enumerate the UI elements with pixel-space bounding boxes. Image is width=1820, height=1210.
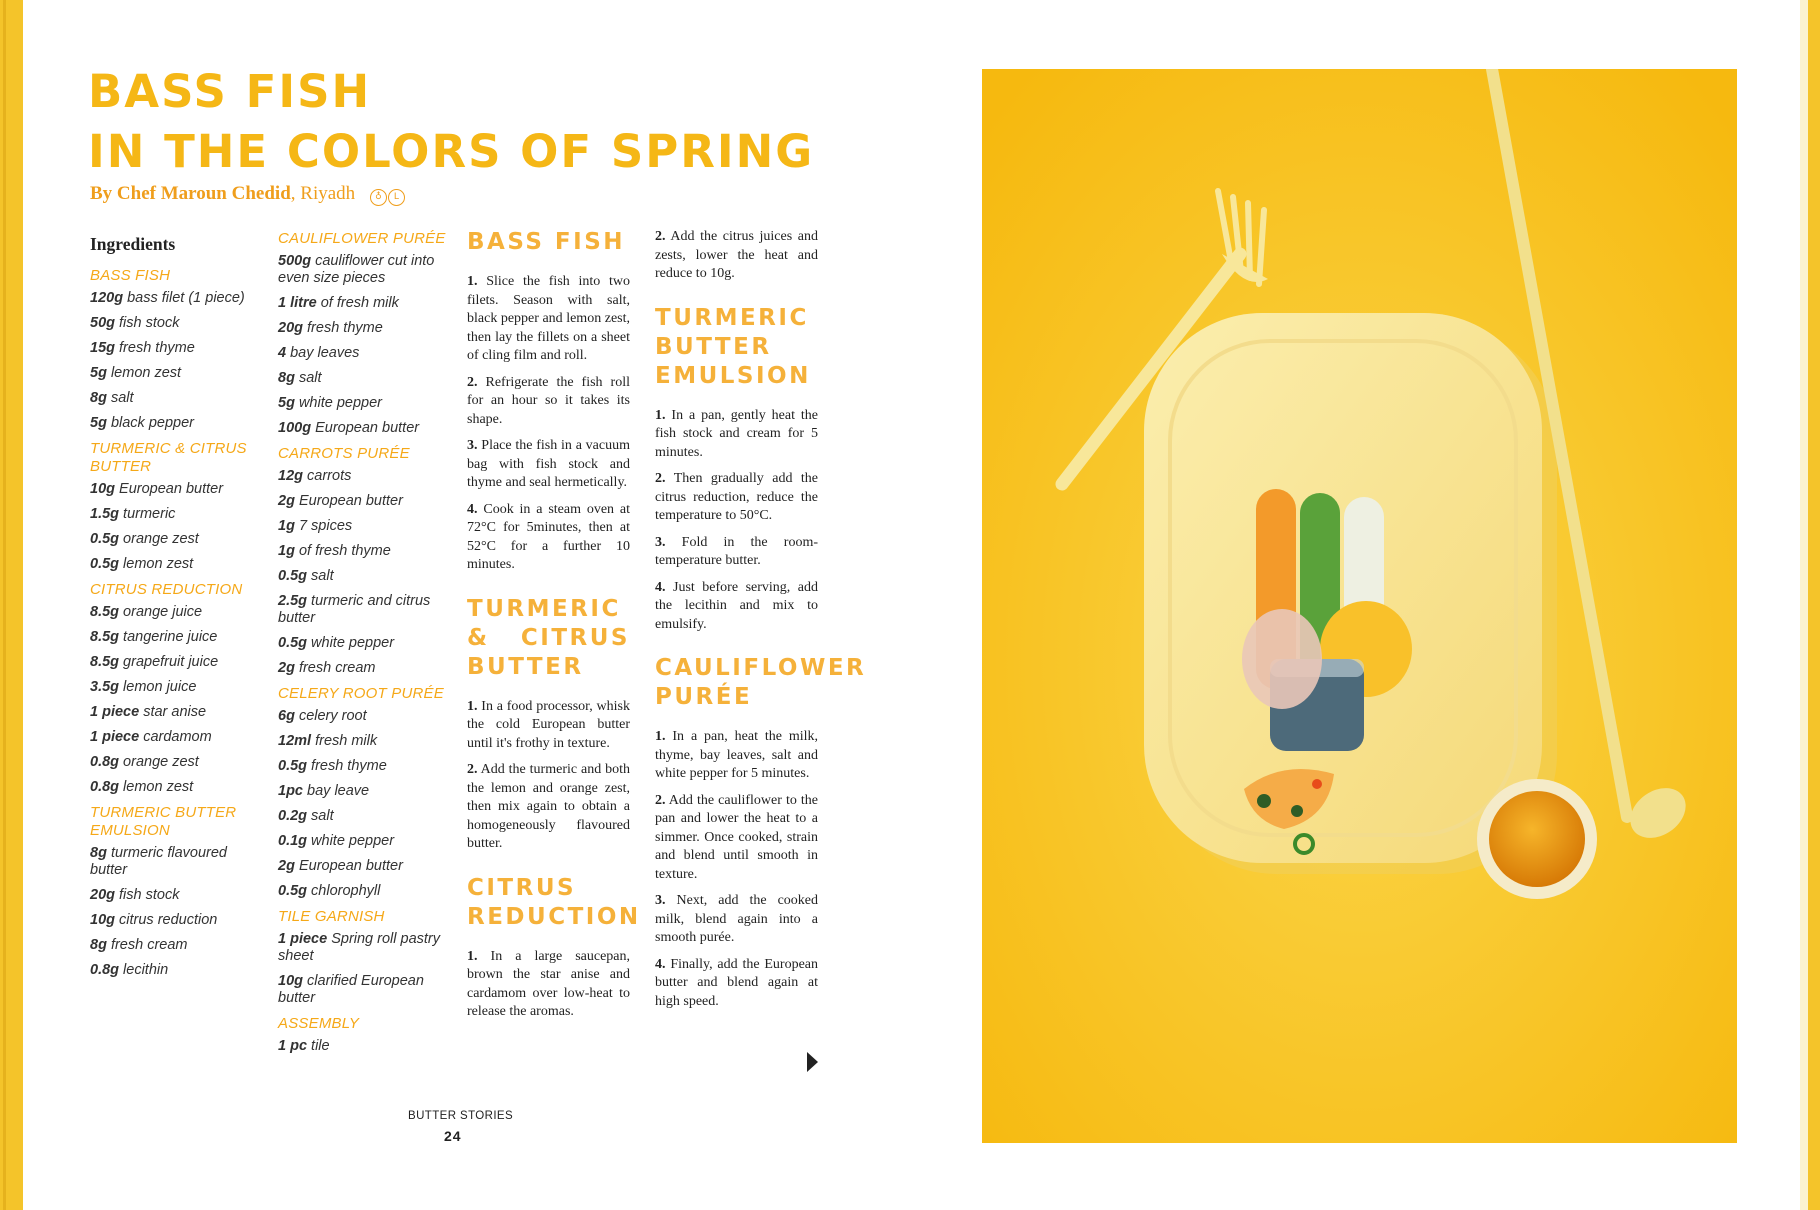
ingredient-name: chlorophyll — [311, 883, 381, 899]
ingredient-item — [278, 593, 450, 627]
ingredient-quantity: 0.8g — [90, 779, 120, 795]
ingredient-item — [90, 629, 260, 646]
ingredient-name: lemon juice — [123, 679, 197, 695]
publication-name: BUTTER STORIES — [408, 1110, 514, 1122]
step-text: Add the citrus juices and zests, lower the heat and reduce to 10g. — [655, 229, 818, 281]
ingredients-heading: Ingredients — [90, 234, 176, 254]
ingredient-name: carrots — [307, 468, 352, 484]
ingredient-name: tangerine juice — [123, 629, 218, 645]
step-number: 4. — [655, 579, 666, 595]
ingredient-quantity: 0.5g — [278, 883, 308, 899]
ingredient-item — [90, 390, 260, 407]
ingredient-name: turmeric and citrus butter — [278, 593, 431, 626]
ingredient-quantity: 8g — [90, 845, 107, 861]
step-number: 2. — [655, 471, 666, 486]
step-number: 1. — [655, 729, 666, 744]
step-text: In a large saucepan, brown the star anise and cardamom over low-heat to release the aromas. — [467, 948, 631, 1019]
ingredient-item — [278, 635, 450, 652]
ingredient-name: orange zest — [123, 754, 199, 770]
ingredient-quantity: 10g — [90, 912, 115, 928]
ingredient-quantity: 8.5g — [90, 654, 120, 670]
title-line-1: BASS FISH — [88, 65, 372, 118]
ingredient-item — [90, 887, 260, 904]
ingredient-name: European butter — [298, 858, 403, 874]
ingredient-name: Spring roll pastry sheet — [278, 931, 440, 964]
method-step — [655, 534, 818, 571]
ingredient-item — [278, 253, 450, 287]
ingredient-name: cauliflower cut into even size pieces — [278, 253, 435, 286]
ingredient-item — [90, 729, 260, 746]
step-text: Add the turmeric and both the lemon and orange zest, then mix again to obtain a homogeneously flavoured butter. — [467, 762, 630, 851]
ingredient-quantity: 2g — [278, 858, 295, 874]
ingredient-name: orange juice — [123, 604, 203, 620]
ingredient-name: salt — [311, 808, 334, 824]
method-section-title: BASS FISH — [467, 229, 626, 255]
method-step — [655, 956, 818, 1012]
ingredient-quantity: 0.5g — [278, 758, 308, 774]
ingredient-name: white pepper — [311, 833, 395, 849]
ingredient-quantity: 100g — [278, 420, 312, 436]
ingredient-quantity: 2g — [278, 493, 295, 509]
step-text: In a food processor, whisk the cold European butter until it's frothy in texture. — [467, 698, 631, 751]
step-number: 3. — [467, 438, 478, 453]
dish-illustration — [982, 69, 1737, 1143]
ingredient-quantity: 1 litre — [278, 295, 317, 311]
ingredient-name: cardamom — [143, 729, 212, 745]
ingredient-item — [90, 506, 260, 523]
ingredient-name: fresh cream — [298, 660, 376, 676]
step-number: 2. — [467, 374, 478, 390]
ingredient-item — [278, 345, 450, 362]
ingredient-quantity: 50g — [90, 315, 115, 331]
ingredient-section-title: TILE GARNISH — [278, 908, 385, 925]
ingredients-column-2 — [278, 228, 450, 1063]
step-number: 1. — [655, 407, 666, 423]
ingredient-name: European butter — [315, 420, 420, 436]
ingredient-name: black pepper — [110, 415, 194, 431]
ingredient-item — [278, 295, 450, 312]
step-text: Finally, add the European butter and blend again at high speed. — [655, 956, 819, 1009]
chef-location: , Riyadh — [290, 183, 356, 204]
ingredient-section-title: TURMERIC & CITRUS BUTTER — [90, 440, 247, 475]
ingredient-item — [278, 733, 450, 750]
ingredient-quantity: 1pc — [278, 783, 303, 799]
ingredient-quantity: 6g — [278, 708, 295, 724]
method-column-1 — [467, 228, 641, 1030]
ingredient-quantity: 20g — [278, 320, 303, 336]
dish-photo — [982, 69, 1737, 1143]
step-text: Just before serving, add the lecithin and mix to emulsify. — [655, 579, 819, 632]
ingredient-item — [90, 654, 260, 671]
ingredient-section-title: TURMERIC BUTTER EMULSION — [90, 804, 237, 839]
ingredient-name: tile — [311, 1038, 330, 1054]
ingredient-name: fish stock — [119, 887, 180, 903]
ingredient-quantity: 0.5g — [90, 531, 120, 547]
ingredient-item — [278, 758, 450, 775]
ingredient-item — [278, 395, 450, 412]
ingredient-name: grapefruit juice — [123, 654, 219, 670]
page-edge-left — [0, 0, 23, 1210]
step-number: 3. — [655, 534, 666, 550]
badges — [370, 183, 406, 206]
ingredient-quantity: 0.5g — [278, 568, 308, 584]
ingredient-item — [278, 370, 450, 387]
ingredient-item — [278, 708, 450, 725]
ingredient-name: bass filet (1 piece) — [127, 290, 245, 306]
step-number: 4. — [655, 956, 666, 972]
step-text: Next, add the cooked milk, blend again into a smooth purée. — [655, 893, 818, 945]
method-section-title: TURMERIC BUTTER EMULSION — [655, 304, 811, 389]
method-column-2 — [655, 228, 867, 1019]
ingredient-item — [278, 518, 450, 535]
chef-name: By Chef Maroun Chedid — [90, 183, 291, 204]
ingredient-item — [278, 931, 450, 965]
ingredient-quantity: 0.8g — [90, 962, 120, 978]
ingredient-quantity: 20g — [90, 887, 115, 903]
method-section-title: TURMERIC & CITRUS BUTTER — [467, 595, 630, 680]
ingredient-quantity: 0.2g — [278, 808, 308, 824]
method-step — [655, 407, 818, 463]
ingredient-item — [90, 556, 260, 573]
ingredient-name: white pepper — [298, 395, 382, 411]
chef-badge-icon: ♁ — [370, 189, 387, 206]
step-text: Slice the fish into two filets. Season with salt, black pepper and lemon zest, then lay the fillets on a sheet of cling film and roll. — [467, 274, 630, 363]
method-step — [467, 501, 630, 575]
method-section-title: CITRUS REDUCTION — [467, 874, 641, 930]
step-text: Fold in the room-temperature butter. — [655, 534, 818, 568]
ingredient-quantity: 1 piece — [278, 931, 328, 947]
method-step — [467, 698, 630, 754]
ingredient-item — [90, 962, 260, 979]
ingredient-name: lemon zest — [123, 779, 194, 795]
plate — [1144, 313, 1542, 863]
ingredient-quantity: 120g — [90, 290, 124, 306]
ingredient-name: turmeric flavoured butter — [90, 845, 227, 878]
ingredient-name: salt — [298, 370, 322, 386]
ingredient-item — [90, 937, 260, 954]
ingredient-name: star anise — [143, 704, 207, 720]
ingredient-quantity: 2.5g — [278, 593, 308, 609]
byline — [90, 183, 406, 206]
ingredient-item — [90, 704, 260, 721]
ingredient-name: white pepper — [311, 635, 395, 651]
ingredient-quantity: 5g — [278, 395, 295, 411]
ingredient-item — [278, 783, 450, 800]
ingredient-name: celery root — [298, 708, 367, 724]
ingredient-item — [278, 660, 450, 677]
ingredient-item — [90, 340, 260, 357]
ingredient-name: fish stock — [119, 315, 180, 331]
ingredient-quantity: 2g — [278, 660, 295, 676]
ingredient-item — [278, 568, 450, 585]
ingredient-item — [90, 365, 260, 382]
ingredient-item — [90, 290, 260, 307]
ingredient-name: fresh thyme — [307, 320, 383, 336]
step-text: Place the fish in a vacuum bag with fish stock and thyme and seal hermetically. — [467, 438, 631, 490]
step-number: 1. — [467, 948, 478, 964]
ingredient-item — [278, 883, 450, 900]
ingredient-item — [278, 833, 450, 850]
step-text: Add the cauliflower to the pan and lower the heat to a simmer. Once cooked, strain and blend until smooth in texture. — [655, 792, 818, 882]
ingredient-quantity: 15g — [90, 340, 115, 356]
ingredient-item — [278, 543, 450, 560]
ingredient-name: salt — [311, 568, 334, 584]
step-number: 2. — [467, 762, 478, 777]
ingredient-item — [90, 315, 260, 332]
next-page-arrow-icon[interactable] — [807, 1052, 818, 1072]
page-number: 24 — [444, 1128, 462, 1144]
ingredient-name: lecithin — [123, 962, 169, 978]
method-step — [655, 579, 818, 635]
method-section-title: CAULIFLOWER PURÉE — [655, 655, 867, 710]
ingredient-quantity: 10g — [278, 973, 303, 989]
ingredient-quantity: 5g — [90, 365, 107, 381]
ingredient-quantity: 8g — [90, 937, 107, 953]
ingredient-name: European butter — [298, 493, 403, 509]
ingredient-quantity: 3.5g — [90, 679, 120, 695]
ingredient-quantity: 1g — [278, 518, 295, 534]
ingredient-item — [90, 679, 260, 696]
ingredient-section-title: CELERY ROOT PURÉE — [278, 685, 444, 702]
ingredient-quantity: 12ml — [278, 733, 312, 749]
ingredient-quantity: 0.5g — [90, 556, 120, 572]
ingredient-quantity: 1.5g — [90, 506, 120, 522]
ingredient-item — [90, 754, 260, 771]
ingredient-name: lemon zest — [123, 556, 194, 572]
ingredient-name: bay leaves — [290, 345, 360, 361]
tile-garnish — [1242, 609, 1322, 709]
ingredient-item — [278, 493, 450, 510]
ingredient-quantity: 4 — [278, 345, 287, 361]
ingredient-section-title: CARROTS PURÉE — [278, 445, 410, 462]
step-number: 3. — [655, 893, 666, 908]
level-badge-icon: L — [388, 189, 405, 206]
recipe-title — [88, 62, 814, 182]
ingredient-item — [90, 531, 260, 548]
ingredient-name: orange zest — [123, 531, 199, 547]
step-text: In a pan, heat the milk, thyme, bay leaves, salt and white pepper for 5 minutes. — [655, 729, 818, 781]
ingredient-quantity: 10g — [90, 481, 115, 497]
ingredient-quantity: 12g — [278, 468, 303, 484]
ingredient-quantity: 1 piece — [90, 704, 140, 720]
step-text: Refrigerate the fish roll for an hour so it takes its shape. — [467, 374, 630, 427]
ingredient-name: citrus reduction — [119, 912, 218, 928]
ingredient-item — [278, 420, 450, 437]
ingredient-quantity: 8.5g — [90, 604, 120, 620]
method-step — [467, 273, 630, 366]
ingredient-item — [90, 912, 260, 929]
step-text: Then gradually add the citrus reduction, reduce the temperature to 50°C. — [655, 471, 819, 523]
step-text: Cook in a steam oven at 72°C for 5minutes, then at 52°C for a further 10 minutes. — [467, 501, 631, 572]
ingredient-name: salt — [110, 390, 134, 406]
step-number: 2. — [655, 792, 666, 808]
ingredient-quantity: 0.5g — [278, 635, 308, 651]
ingredient-quantity: 1g — [278, 543, 295, 559]
method-step — [655, 728, 818, 784]
method-step — [655, 228, 818, 284]
ingredient-item — [90, 845, 260, 879]
method-step — [655, 470, 818, 526]
ingredient-section-title: BASS FISH — [90, 267, 171, 284]
ingredient-quantity: 8g — [278, 370, 295, 386]
ingredient-section-title: CITRUS REDUCTION — [90, 581, 243, 598]
method-step — [467, 761, 630, 854]
ingredient-quantity: 8g — [90, 390, 107, 406]
ingredient-name: lemon zest — [110, 365, 182, 381]
step-number: 1. — [467, 274, 478, 289]
step-number: 2. — [655, 229, 666, 244]
ingredient-name: bay leave — [307, 783, 370, 799]
ingredient-item — [90, 779, 260, 796]
ingredient-name: fresh milk — [315, 733, 378, 749]
page-edge-right — [1808, 0, 1820, 1210]
ingredient-name: clarified European butter — [278, 973, 424, 1006]
ingredient-name: turmeric — [123, 506, 176, 522]
method-step — [655, 792, 818, 885]
ingredient-item — [278, 858, 450, 875]
ingredient-item — [278, 808, 450, 825]
ingredient-item — [278, 320, 450, 337]
method-step — [467, 374, 630, 430]
ingredient-name: fresh cream — [110, 937, 188, 953]
ingredient-name: 7 spices — [298, 518, 353, 534]
ingredient-quantity: 1 piece — [90, 729, 140, 745]
ingredient-quantity: 5g — [90, 415, 107, 431]
ingredient-item — [278, 973, 450, 1007]
ingredient-item — [278, 1038, 450, 1055]
method-step — [655, 892, 818, 948]
ingredient-item — [278, 468, 450, 485]
ingredient-item — [90, 604, 260, 621]
ingredient-name: of fresh milk — [320, 295, 399, 311]
ingredient-name: European butter — [119, 481, 224, 497]
step-number: 1. — [467, 698, 478, 714]
method-step — [467, 948, 630, 1022]
ingredient-quantity: 1 pc — [278, 1038, 308, 1054]
step-number: 4. — [467, 501, 478, 517]
ingredient-name: fresh thyme — [311, 758, 387, 774]
ingredient-item — [90, 415, 260, 432]
title-line-2: IN THE COLORS OF SPRING — [88, 125, 815, 178]
ingredient-section-title: CAULIFLOWER PURÉE — [278, 230, 446, 247]
ingredient-quantity: 8.5g — [90, 629, 120, 645]
ingredients-column-1 — [90, 228, 260, 987]
ingredient-name: of fresh thyme — [298, 543, 391, 559]
ingredient-quantity: 0.8g — [90, 754, 120, 770]
ingredient-section-title: ASSEMBLY — [278, 1015, 360, 1032]
sauce-cup — [1477, 779, 1597, 899]
ingredient-item — [90, 481, 260, 498]
step-text: In a pan, gently heat the fish stock and cream for 5 minutes. — [655, 407, 818, 460]
method-step — [467, 437, 630, 493]
ingredient-quantity: 0.1g — [278, 833, 308, 849]
ingredient-name: fresh thyme — [119, 340, 195, 356]
ingredient-quantity: 500g — [278, 253, 312, 269]
